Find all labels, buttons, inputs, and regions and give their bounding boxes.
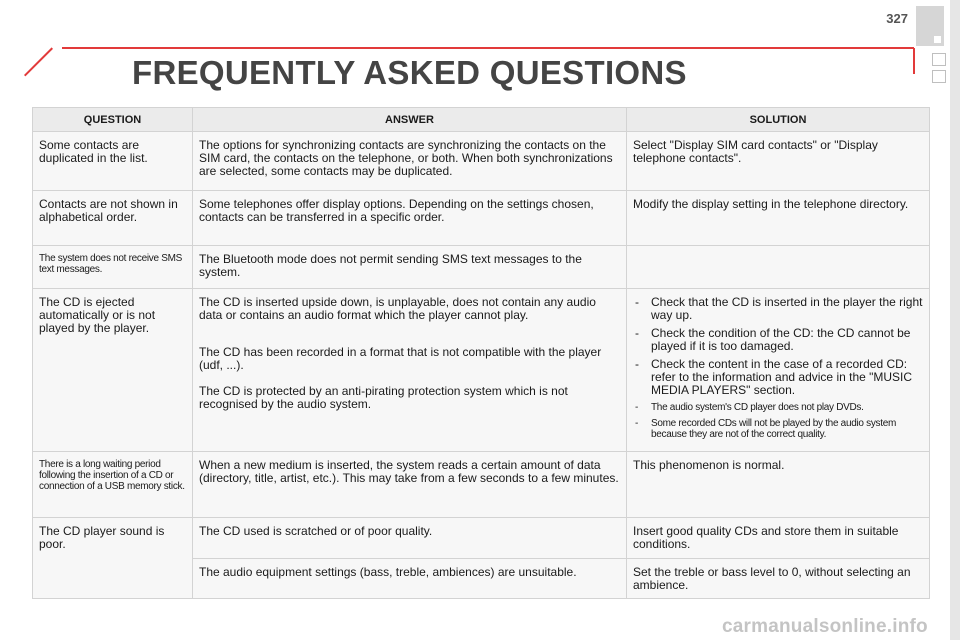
answer-cell: The audio equipment settings (bass, treble, ambiences) are unsuitable.	[193, 559, 627, 599]
header-answer: ANSWER	[193, 108, 627, 132]
page-title: FREQUENTLY ASKED QUESTIONS	[132, 54, 687, 91]
solution-item: - Check that the CD is inserted in the player the right way up.	[633, 296, 923, 322]
faq-table	[32, 107, 930, 599]
answer-cell: The CD used is scratched or of poor quality.	[193, 518, 627, 559]
answer-paragraph: The CD is protected by an anti-pirating protection system which is not recognised by the audio system.	[199, 384, 568, 411]
solution-cell: This phenomenon is normal.	[627, 452, 930, 518]
corner-square-icon	[934, 36, 941, 43]
table-row	[33, 132, 930, 191]
solution-item: - Check the condition of the CD: the CD cannot be played if it is too damaged.	[633, 327, 923, 353]
header-rule-right	[913, 48, 915, 74]
bookmark-box-2	[932, 70, 946, 83]
bookmark-box-1	[932, 53, 946, 66]
header-solution: SOLUTION	[627, 108, 930, 132]
header-rule-left	[24, 47, 53, 76]
answer-paragraph: The CD is inserted upside down, is unplayable, does not contain any audio data or contains an audio format which the player cannot play.	[199, 295, 596, 322]
solution-cell: Set the treble or bass level to 0, without selecting an ambience.	[627, 559, 930, 599]
question-cell: The system does not receive SMS text messages.	[33, 246, 193, 289]
answer-cell: Some telephones offer display options. Depending on the settings chosen, contacts can be transferred in a specific order.	[193, 191, 627, 246]
answer-cell	[193, 289, 627, 452]
side-scroll-strip	[950, 0, 960, 640]
question-cell: The CD player sound is poor.	[33, 518, 193, 599]
question-cell: There is a long waiting period following the insertion of a CD or connection of a USB memory stick.	[33, 452, 193, 518]
answer-cell: The options for synchronizing contacts are synchronizing the contacts on the SIM card, the contacts on the telephone, or both. When both synchronizations are selected, some contacts may be duplicated.	[193, 132, 627, 191]
table-row	[33, 452, 930, 518]
page-number: 327	[886, 11, 908, 26]
table-row	[33, 191, 930, 246]
table-header-row	[33, 108, 930, 132]
question-cell: Some contacts are duplicated in the list.	[33, 132, 193, 191]
solution-cell	[627, 246, 930, 289]
solution-item: - The audio system's CD player does not play DVDs.	[633, 402, 923, 413]
header-rule-top	[62, 47, 914, 49]
solution-cell: Select "Display SIM card contacts" or "Display telephone contacts".	[627, 132, 930, 191]
question-cell: Contacts are not shown in alphabetical order.	[33, 191, 193, 246]
table-row	[33, 518, 930, 559]
page-corner-tab	[916, 6, 944, 46]
solution-cell: Modify the display setting in the telephone directory.	[627, 191, 930, 246]
table-row	[33, 246, 930, 289]
solution-item: - Some recorded CDs will not be played by the audio system because they are not of the correct quality.	[633, 418, 923, 440]
header-question: QUESTION	[33, 108, 193, 132]
answer-paragraph: The CD has been recorded in a format that is not compatible with the player (udf, ...).	[199, 345, 602, 372]
table-row	[33, 289, 930, 452]
solution-list	[633, 296, 923, 440]
solution-cell	[627, 289, 930, 452]
solution-cell: Insert good quality CDs and store them in suitable conditions.	[627, 518, 930, 559]
answer-cell: The Bluetooth mode does not permit sending SMS text messages to the system.	[193, 246, 627, 289]
watermark: carmanualsonline.info	[722, 616, 928, 637]
solution-item: - Check the content in the case of a recorded CD: refer to the information and advice in the "MUSIC MEDIA PLAYERS" section.	[633, 358, 923, 397]
answer-cell: When a new medium is inserted, the system reads a certain amount of data (directory, title, artist, etc.). This may take from a few seconds to a few minutes.	[193, 452, 627, 518]
question-cell: The CD is ejected automatically or is not played by the player.	[33, 289, 193, 452]
